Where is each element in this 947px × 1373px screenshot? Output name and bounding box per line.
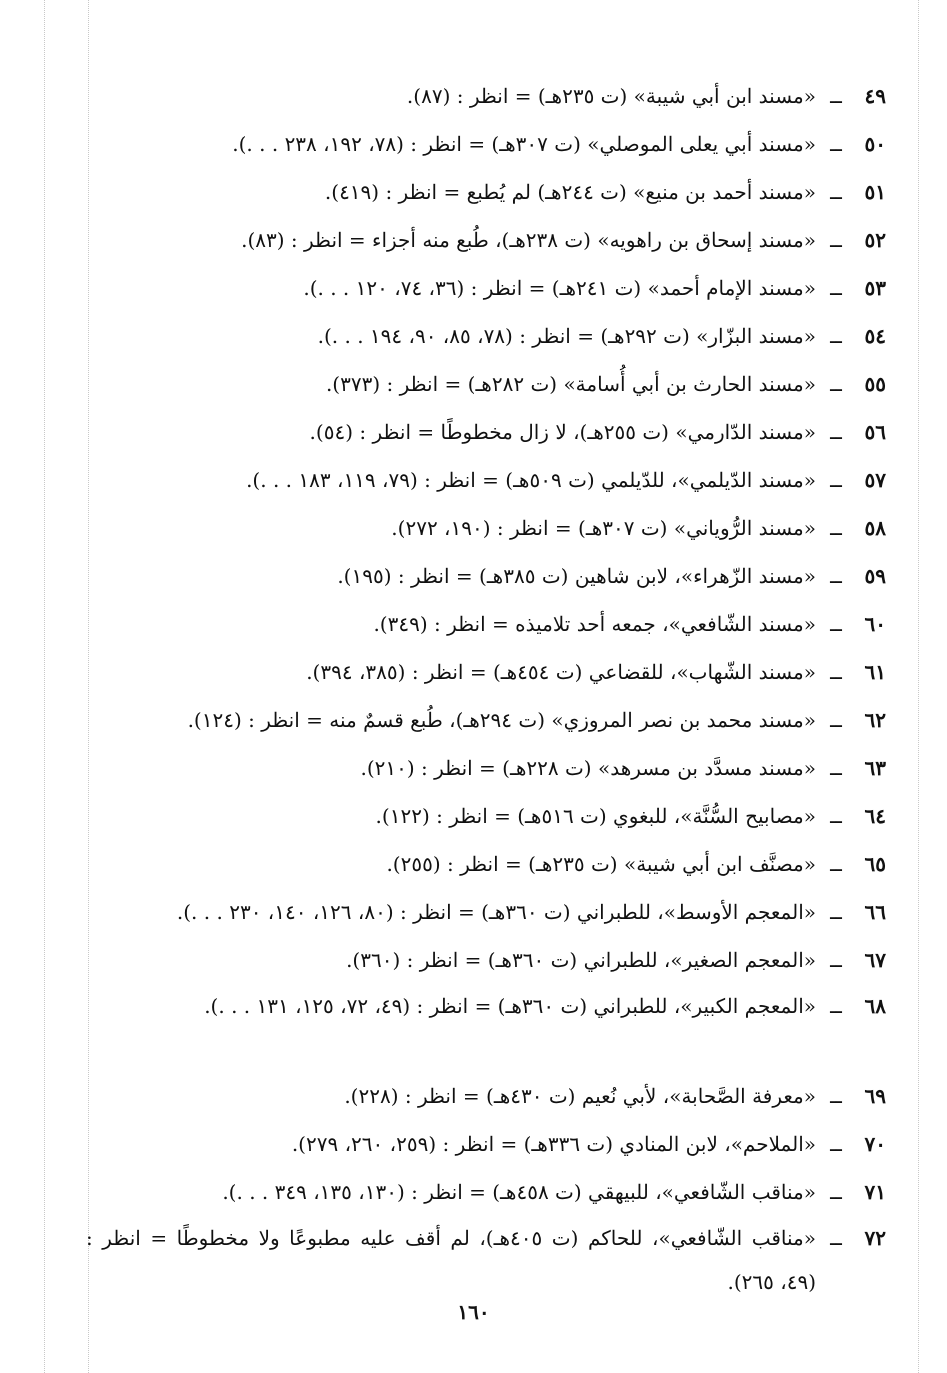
entry-number: ٦١ bbox=[864, 660, 886, 684]
entry-dash: ــ bbox=[830, 708, 842, 732]
entry-number: ٥٦ bbox=[864, 420, 886, 444]
entry-text: «المعجم الكبير»، للطبراني (ت ٣٦٠هـ) = انظر : (٤٩، ٧٢، ١٢٥، ١٣١ . . .). bbox=[204, 994, 816, 1018]
list-item-64 bbox=[86, 792, 886, 840]
entry-number: ٧٠ bbox=[864, 1132, 886, 1156]
entry-text: «الملاحم»، لابن المنادي (ت ٣٣٦هـ) = انظر : (٢٥٩، ٢٦٠، ٢٧٩). bbox=[291, 1132, 816, 1156]
entry-text: «مسند محمد بن نصر المروزي» (ت ٢٩٤هـ)، طُبع قسمٌ منه = انظر : (١٢٤). bbox=[187, 708, 816, 732]
entry-dash: ــ bbox=[830, 1226, 842, 1250]
scan-margin-line bbox=[44, 0, 45, 1373]
entry-text: «المعجم الأوسط»، للطبراني (ت ٣٦٠هـ) = انظر : (٨٠، ١٢٦، ١٤٠، ٢٣٠ . . .). bbox=[176, 900, 816, 924]
entry-dash: ــ bbox=[830, 900, 842, 924]
entry-dash: ــ bbox=[830, 372, 842, 396]
entry-number: ٦٥ bbox=[864, 852, 886, 876]
entry-dash: ــ bbox=[830, 612, 842, 636]
entry-dash: ــ bbox=[830, 228, 842, 252]
entry-number: ٦٩ bbox=[864, 1084, 886, 1108]
list-item-68 bbox=[86, 984, 886, 1072]
list-item-69 bbox=[86, 1072, 886, 1120]
list-item-51 bbox=[86, 168, 886, 216]
entry-number: ٥٥ bbox=[864, 372, 886, 396]
entry-text: «مسند مسدَّد بن مسرهد» (ت ٢٢٨هـ) = انظر : (٢١٠). bbox=[360, 756, 816, 780]
list-item-67 bbox=[86, 936, 886, 984]
entry-text: «مصابيح السُّنَّة»، للبغوي (ت ٥١٦هـ) = انظر : (١٢٢). bbox=[375, 804, 816, 828]
entry-number: ٥٣ bbox=[864, 276, 886, 300]
entry-dash: ــ bbox=[830, 132, 842, 156]
entry-number: ٦٧ bbox=[864, 948, 886, 972]
entry-dash: ــ bbox=[830, 852, 842, 876]
entry-dash: ــ bbox=[830, 1180, 842, 1204]
entry-number: ٦٤ bbox=[864, 804, 886, 828]
entry-dash: ــ bbox=[830, 180, 842, 204]
list-item-58 bbox=[86, 504, 886, 552]
list-item-50 bbox=[86, 120, 886, 168]
entry-number: ٥٠ bbox=[864, 132, 886, 156]
entry-number: ٧٢ bbox=[864, 1226, 886, 1250]
entry-text: «مسند أبي يعلى الموصلي» (ت ٣٠٧هـ) = انظر : (٧٨، ١٩٢، ٢٣٨ . . .). bbox=[232, 132, 816, 156]
entry-dash: ــ bbox=[830, 468, 842, 492]
entry-text: «مسند الزّهراء»، لابن شاهين (ت ٣٨٥هـ) = انظر : (١٩٥). bbox=[337, 564, 816, 588]
list-item-54 bbox=[86, 312, 886, 360]
entry-text: «مسند إسحاق بن راهويه» (ت ٢٣٨هـ)، طُبع منه أجزاء = انظر : (٨٣). bbox=[241, 228, 816, 252]
list-item-63 bbox=[86, 744, 886, 792]
entry-text: «مسند الشّهاب»، للقضاعي (ت ٤٥٤هـ) = انظر : (٣٨٥، ٣٩٤). bbox=[306, 660, 816, 684]
entry-text: «معرفة الصَّحابة»، لأبي نُعيم (ت ٤٣٠هـ) = انظر : (٢٢٨). bbox=[344, 1084, 816, 1108]
entry-dash: ــ bbox=[830, 948, 842, 972]
list-item-65 bbox=[86, 840, 886, 888]
entry-text: «مناقب الشّافعي»، للبيهقي (ت ٤٥٨هـ) = انظر : (١٣٠، ١٣٥، ٣٤٩ . . .). bbox=[222, 1180, 816, 1204]
entry-dash: ــ bbox=[830, 276, 842, 300]
entry-text: «المعجم الصغير»، للطبراني (ت ٣٦٠هـ) = انظر : (٣٦٠). bbox=[346, 948, 816, 972]
entry-number: ٥٢ bbox=[864, 228, 886, 252]
scan-margin-line bbox=[918, 0, 919, 1373]
entry-text: «مسند الشّافعي»، جمعه أحد تلاميذه = انظر : (٣٤٩). bbox=[373, 612, 816, 636]
entry-number: ٥٨ bbox=[864, 516, 886, 540]
entry-text: «مسند الإمام أحمد» (ت ٢٤١هـ) = انظر : (٣٦، ٧٤، ١٢٠ . . .). bbox=[303, 276, 816, 300]
list-item-53 bbox=[86, 264, 886, 312]
list-item-66 bbox=[86, 888, 886, 936]
entry-text: «مسند ابن أبي شيبة» (ت ٢٣٥هـ) = انظر : (٨٧). bbox=[406, 84, 816, 108]
list-item-56 bbox=[86, 408, 886, 456]
entry-dash: ــ bbox=[830, 660, 842, 684]
list-item-55 bbox=[86, 360, 886, 408]
list-item-52 bbox=[86, 216, 886, 264]
list-item-59 bbox=[86, 552, 886, 600]
entry-number: ٥٩ bbox=[864, 564, 886, 588]
list-item-60 bbox=[86, 600, 886, 648]
list-item-49 bbox=[86, 72, 886, 120]
list-item-57 bbox=[86, 456, 886, 504]
entry-dash: ــ bbox=[830, 564, 842, 588]
entry-number: ٥٧ bbox=[864, 468, 886, 492]
entry-dash: ــ bbox=[830, 756, 842, 780]
entry-dash: ــ bbox=[830, 84, 842, 108]
entry-number: ٥١ bbox=[864, 180, 886, 204]
entry-text: «مسند الرُّوياني» (ت ٣٠٧هـ) = انظر : (١٩٠، ٢٧٢). bbox=[391, 516, 816, 540]
list-item-70 bbox=[86, 1120, 886, 1168]
entry-dash: ــ bbox=[830, 516, 842, 540]
entry-dash: ــ bbox=[830, 1084, 842, 1108]
entry-text: «مسند الدّارمي» (ت ٢٥٥هـ)، لا زال مخطوطًا = انظر : (٥٤). bbox=[309, 420, 816, 444]
entry-dash: ــ bbox=[830, 420, 842, 444]
entry-number: ٦٢ bbox=[864, 708, 886, 732]
entry-number: ٦٨ bbox=[864, 994, 886, 1018]
entry-text: «مسند أحمد بن منيع» (ت ٢٤٤هـ) لم يُطبع = انظر : (٤١٩). bbox=[324, 180, 816, 204]
entry-dash: ــ bbox=[830, 804, 842, 828]
entry-number: ٦٣ bbox=[864, 756, 886, 780]
entry-number: ٤٩ bbox=[864, 84, 886, 108]
entry-dash: ــ bbox=[830, 1132, 842, 1156]
list-item-71 bbox=[86, 1168, 886, 1216]
entry-text: «مصنَّف ابن أبي شيبة» (ت ٢٣٥هـ) = انظر : (٢٥٥). bbox=[386, 852, 816, 876]
list-item-61 bbox=[86, 648, 886, 696]
entry-number: ٧١ bbox=[864, 1180, 886, 1204]
index-list bbox=[86, 72, 886, 1304]
entry-number: ٥٤ bbox=[864, 324, 886, 348]
entry-dash: ــ bbox=[830, 994, 842, 1018]
entry-text: «مسند الدّيلمي»، للدّيلمي (ت ٥٠٩هـ) = انظر : (٧٩، ١١٩، ١٨٣ . . .). bbox=[246, 468, 816, 492]
entry-number: ٦٦ bbox=[864, 900, 886, 924]
entry-text: «مناقب الشّافعي»، للحاكم (ت ٤٠٥هـ)، لم أقف عليه مطبوعًا ولا مخطوطًا = انظر : (٤٩، ٢٦٥). bbox=[86, 1226, 816, 1294]
entry-number: ٦٠ bbox=[864, 612, 886, 636]
page-number: ١٦٠ bbox=[457, 1300, 490, 1324]
entry-dash: ــ bbox=[830, 324, 842, 348]
entry-text: «مسند الحارث بن أبي أُسامة» (ت ٢٨٢هـ) = انظر : (٣٧٣). bbox=[325, 372, 816, 396]
entry-text: «مسند البزّار» (ت ٢٩٢هـ) = انظر : (٧٨، ٨٥، ٩٠، ١٩٤ . . .). bbox=[317, 324, 816, 348]
list-item-72 bbox=[86, 1216, 886, 1304]
list-item-62 bbox=[86, 696, 886, 744]
